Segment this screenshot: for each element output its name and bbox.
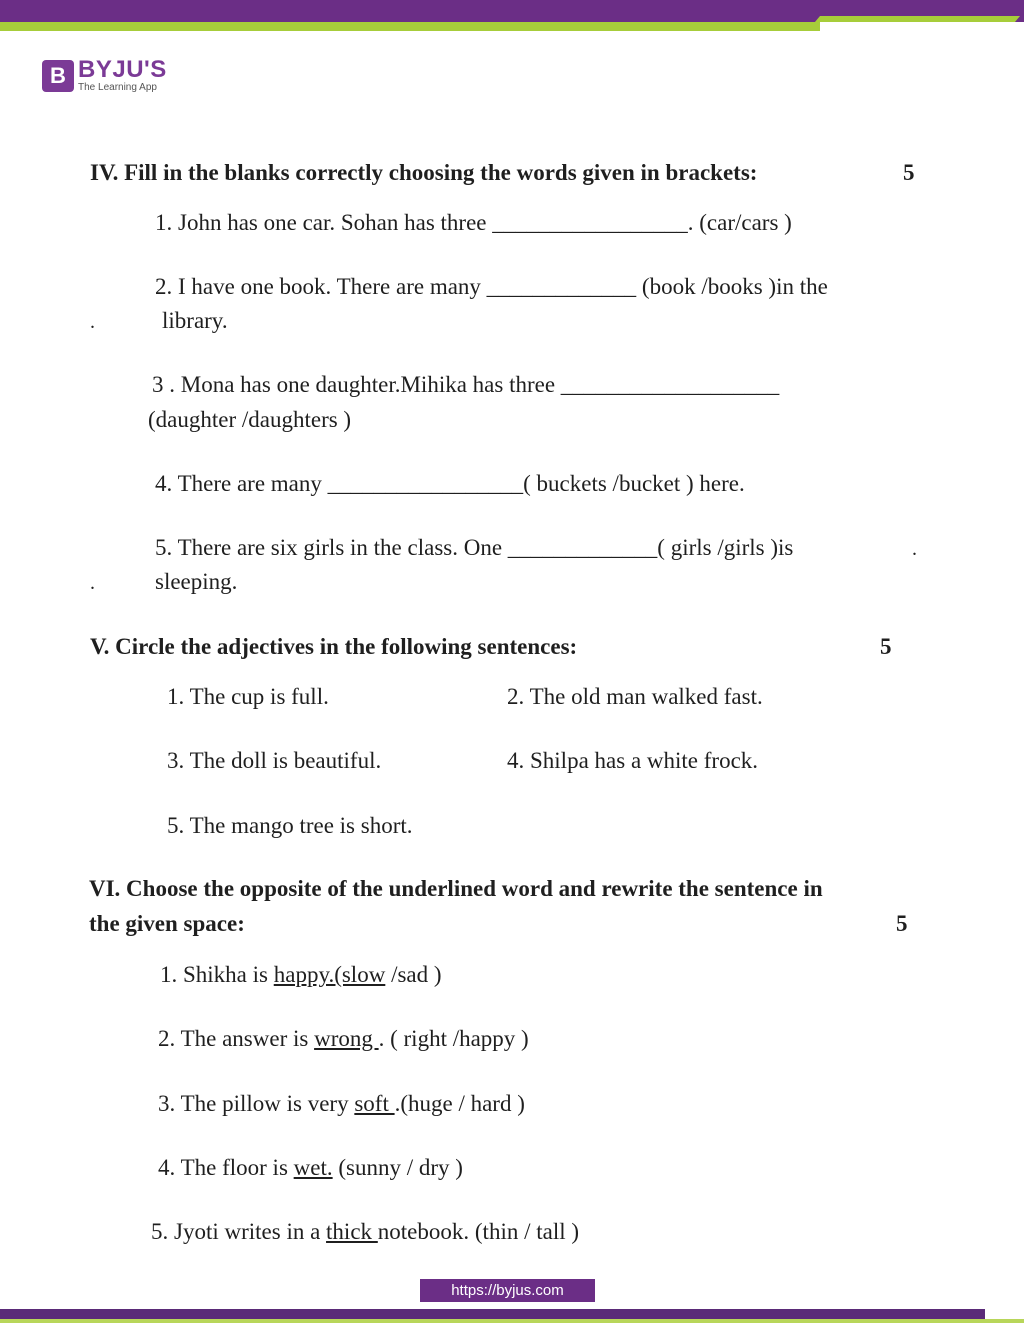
section-vi-item-1 (160, 962, 442, 988)
margin-dot: . (912, 538, 917, 560)
logo-name: BYJU'S (78, 56, 167, 83)
section-vi-item-4 (158, 1155, 463, 1181)
section-vi-heading-cont: the given space: (89, 911, 245, 936)
underlined-word: soft (354, 1091, 395, 1116)
section-v-item-4: 4. Shilpa has a white frock. (507, 748, 759, 773)
section-v-item-1: 1. The cup is full. (167, 684, 329, 709)
section-iv-item-2: 2. I have one book. There are many _____________ (book /books )in the (155, 274, 828, 299)
section-iv-item-5: 5. There are six girls in the class. One _____________( girls /girls )is (155, 535, 794, 560)
section-iv-item-3-cont: (daughter /daughters ) (148, 407, 352, 432)
section-v-item-5: 5. The mango tree is short. (167, 813, 413, 838)
section-iv-item-4: 4. There are many _________________( buckets /bucket ) here. (155, 471, 745, 496)
section-iv-marks: 5 (903, 160, 915, 185)
section-v-item-3: 3. The doll is beautiful. (167, 748, 382, 773)
sentence-options: (sunny / dry ) (332, 1155, 463, 1180)
sentence-options: /sad ) (385, 962, 442, 987)
top-green-bar-tail (815, 16, 1020, 22)
section-v-item-2: 2. The old man walked fast. (507, 684, 763, 709)
section-vi-item-5 (151, 1219, 579, 1245)
section-vi-item-3 (158, 1091, 525, 1117)
footer-url-link[interactable]: https://byjus.com (420, 1279, 595, 1302)
sentence-text: 5. Jyoti writes in a (151, 1219, 327, 1244)
section-iv-item-5-cont: sleeping. (155, 569, 238, 594)
footer-purple-bar (0, 1309, 985, 1319)
underlined-word: wet. (293, 1155, 333, 1180)
sentence-options: . ( right /happy ) (378, 1026, 529, 1051)
sentence-text: 2. The answer is (158, 1026, 315, 1051)
margin-dot: . (90, 572, 95, 594)
logo-tagline: The Learning App (78, 82, 157, 93)
sentence-text: 3. The pillow is very (158, 1091, 355, 1116)
section-iv-item-2-cont: library. (162, 308, 228, 333)
sentence-text: 1. Shikha is (160, 962, 274, 987)
byjus-logo (42, 58, 167, 93)
section-vi-marks: 5 (896, 911, 908, 936)
footer-green-bar (0, 1319, 1024, 1323)
underlined-word: happy.(slow (273, 962, 386, 987)
section-v-heading: V. Circle the adjectives in the following sentences: (90, 634, 578, 659)
section-v-marks: 5 (880, 634, 892, 659)
sentence-text: 4. The floor is (158, 1155, 294, 1180)
top-green-bar (0, 22, 820, 31)
section-vi-item-2 (158, 1026, 529, 1052)
logo-mark-icon: B (42, 60, 74, 92)
sentence-options: .(huge / hard ) (394, 1091, 525, 1116)
margin-dot: . (90, 311, 95, 333)
section-vi-heading: VI. Choose the opposite of the underlined word and rewrite the sentence in (89, 876, 823, 901)
underlined-word: thick (326, 1219, 378, 1244)
section-iv-item-1: 1. John has one car. Sohan has three _________________. (car/cars ) (155, 210, 792, 235)
sentence-options: notebook. (thin / tall ) (377, 1219, 580, 1244)
section-iv-heading: IV. Fill in the blanks correctly choosing the words given in brackets: (90, 160, 758, 185)
section-iv-item-3: 3 . Mona has one daughter.Mihika has three ___________________ (152, 372, 780, 397)
logo-text (78, 58, 167, 93)
underlined-word: wrong (314, 1026, 379, 1051)
